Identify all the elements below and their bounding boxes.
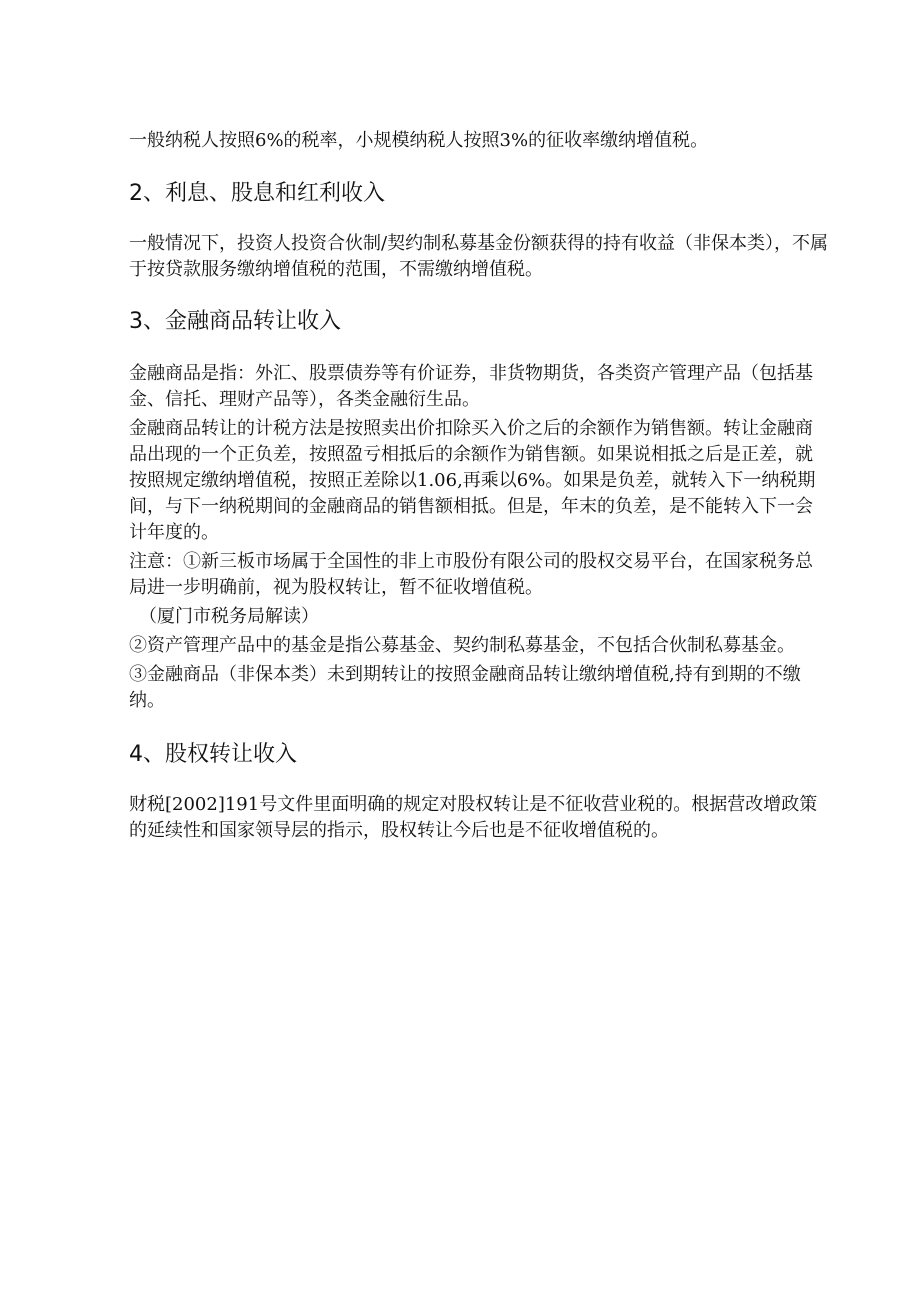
document-body <box>129 128 829 844</box>
section-heading-financial-goods: 3、金融商品转让收入 <box>129 309 341 334</box>
section-paragraph: 金融商品是指：外汇、股票债券等有价证券，非货物期货，各类资产管理产品（包括基金、信托、理财产品等），各类金融衍生品。 <box>129 363 813 410</box>
section-heading-equity-transfer: 4、股权转让收入 <box>129 742 297 767</box>
section-paragraph: 一般情况下，投资人投资合伙制/契约制私募基金份额获得的持有收益（非保本类），不属于按贷款服务缴纳增值税的范围，不需缴纳增值税。 <box>129 233 829 280</box>
section-paragraph: 财税[2002]191号文件里面明确的规定对股权转让是不征收营业税的。根据营改增政策的延续性和国家领导层的指示，股权转让今后也是不征收增值税的。 <box>129 794 818 841</box>
section-paragraph: 金融商品转让的计税方法是按照卖出价扣除买入价之后的余额作为销售额。转让金融商品出现的一个正负差，按照盈亏相抵后的余额作为销售额。如果说相抵之后是正差，就按照规定缴纳增值税，按照正差除以1.06,再乘以6%。如果是负差，就转入下一纳税期间，与下一纳税期间的金融商品的销售额相抵。但是，年末的负差，是不能转入下一会计年度的。 <box>129 418 816 543</box>
intro-paragraph: 一般纳税人按照6%的税率，小规模纳税人按照3%的征收率缴纳增值税。 <box>129 130 709 151</box>
note-paragraph: 注意：①新三板市场属于全国性的非上市股份有限公司的股权交易平台，在国家税务总局进一步明确前，视为股权转让，暂不征收增值税。 <box>129 551 813 598</box>
note-paragraph: ②资产管理产品中的基金是指公募基金、契约制私募基金，不包括合伙制私募基金。 <box>129 635 795 656</box>
section-body-financial-goods <box>129 361 829 714</box>
note-source: （厦门市税务局解读） <box>139 606 319 627</box>
section-heading-interest: 2、利息、股息和红利收入 <box>129 181 385 206</box>
note-paragraph: ③金融商品（非保本类）未到期转让的按照金融商品转让缴纳增值税,持有到期的不缴纳。 <box>129 664 801 711</box>
